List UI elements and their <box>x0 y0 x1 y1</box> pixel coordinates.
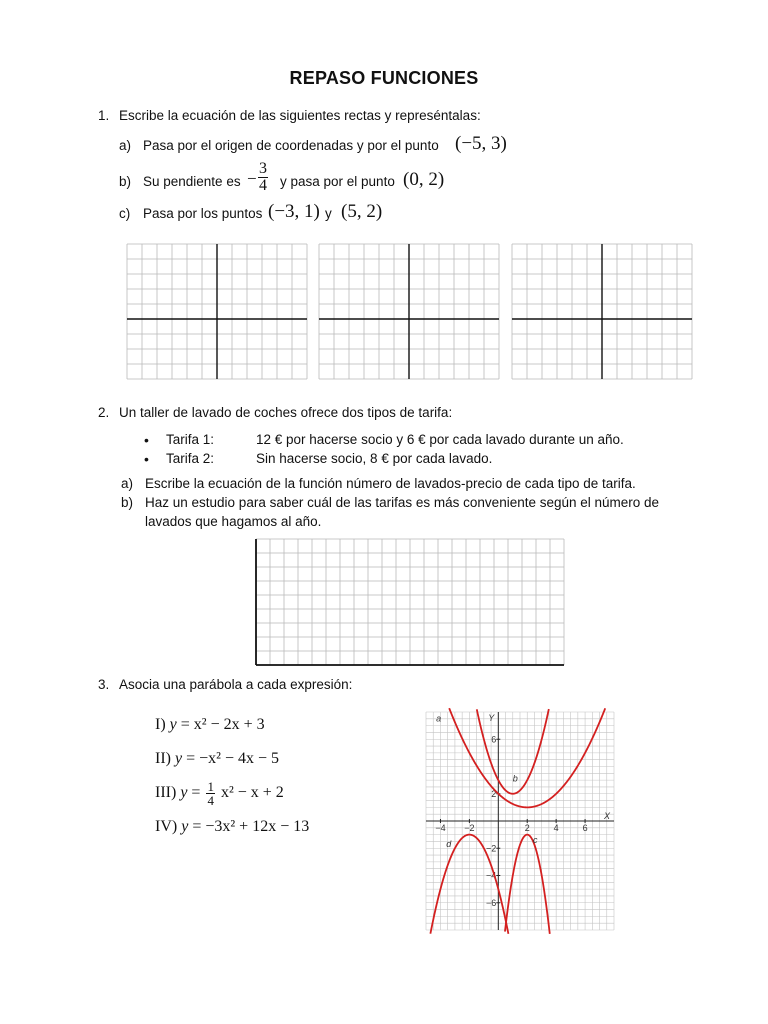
q1-statement: Escribe la ecuación de las siguientes rectas y represéntalas: <box>119 108 481 123</box>
q1b-text-after: y pasa por el punto <box>280 174 395 189</box>
bullet-icon: • <box>144 432 149 448</box>
q1-graph-grid-1[interactable] <box>127 244 307 384</box>
q1a-point: (−5, 3) <box>455 133 507 154</box>
expression-III-label: III) <box>155 784 177 802</box>
y-tick-label: 2 <box>491 788 497 799</box>
expression-II-label: II) <box>155 750 171 767</box>
q3-statement: Asocia una parábola a cada expresión: <box>119 677 353 692</box>
expression-III-fraction <box>206 780 215 807</box>
q1b-point: (0, 2) <box>403 169 445 190</box>
x-tick-label: −2 <box>464 823 475 833</box>
expression-III-lhs: y <box>180 784 188 802</box>
parabola-d-label: d <box>446 838 452 849</box>
expression-I <box>155 716 265 734</box>
q1b-slope-fraction <box>258 161 268 194</box>
x-axis-label: X <box>604 811 611 821</box>
q1b-slope-numerator: 3 <box>259 160 267 177</box>
page-title: REPASO FUNCIONES <box>289 68 479 88</box>
q2b-text-line-2: lavados que hagamos al año. <box>145 514 322 529</box>
q2-graph-grid[interactable] <box>256 539 564 664</box>
expression-II-rhs: = −x² − 4x − 5 <box>186 750 279 767</box>
parabola-chart <box>426 712 614 930</box>
parabola-a-label: a <box>436 713 442 724</box>
q2-statement: Un taller de lavado de coches ofrece dos tipos de tarifa: <box>119 405 453 420</box>
q1c-point-1: (−3, 1) <box>268 201 320 222</box>
q1c-point-2: (5, 2) <box>341 201 383 222</box>
expression-III-eq: = <box>191 784 201 802</box>
q2a-text: Escribe la ecuación de la función número de lavados-precio de cada tipo de tarifa. <box>145 476 636 491</box>
q1a-label: a) <box>119 138 132 153</box>
y-tick-label: −4 <box>486 870 497 881</box>
q1-number: 1. <box>98 108 110 123</box>
bullet-icon: • <box>144 451 149 467</box>
q1a-text: Pasa por el origen de coordenadas y por el punto <box>143 138 439 153</box>
y-tick-label: −6 <box>486 897 497 908</box>
expression-I-label: I) <box>155 716 166 733</box>
q2-number: 2. <box>98 405 110 420</box>
q1b-label: b) <box>119 174 132 189</box>
q1-graph-grid-3[interactable] <box>512 244 692 384</box>
q2a-label: a) <box>121 476 134 491</box>
tarifa-2-label: Tarifa 2: <box>166 451 215 466</box>
expression-I-lhs: y <box>169 716 177 733</box>
expression-IV-lhs: y <box>181 818 189 835</box>
q3-number: 3. <box>98 677 110 692</box>
tarifa-1-label: Tarifa 1: <box>166 432 215 447</box>
tarifa-2-text: Sin hacerse socio, 8 € por cada lavado. <box>256 451 493 466</box>
expression-IV-rhs: = −3x² + 12x − 13 <box>192 818 310 835</box>
y-tick-label: 6 <box>491 734 497 745</box>
expression-II-lhs: y <box>174 750 183 767</box>
parabola-c-label: c <box>533 834 538 845</box>
expression-III-rhs: x² − x + 2 <box>220 784 284 802</box>
x-tick-label: −4 <box>435 823 446 833</box>
q2b-text-line-1: Haz un estudio para saber cuál de las tarifas es más conveniente según el número de <box>145 495 660 510</box>
y-tick-label: −2 <box>486 843 497 854</box>
expression-IV-label: IV) <box>155 818 178 835</box>
expression-II <box>155 750 279 768</box>
q1b-minus-sign: − <box>247 169 257 188</box>
y-axis-label: Y <box>488 713 495 723</box>
x-tick-label: 6 <box>582 823 588 833</box>
expression-III-denominator: 4 <box>207 793 214 808</box>
expression-IV <box>155 818 309 836</box>
expression-I-rhs: = x² − 2x + 3 <box>180 716 265 733</box>
q1b-text-before: Su pendiente es <box>143 174 241 189</box>
q1b-slope-denominator: 4 <box>259 177 267 194</box>
q1c-label: c) <box>119 206 131 221</box>
q1c-conjunction: y <box>325 206 332 221</box>
x-tick-label: 2 <box>524 823 530 833</box>
x-tick-label: 4 <box>553 823 559 833</box>
q2b-label: b) <box>121 495 134 510</box>
q1-graph-grid-2[interactable] <box>319 244 499 384</box>
q1c-text: Pasa por los puntos <box>143 206 263 221</box>
expression-III-numerator: 1 <box>207 779 214 794</box>
parabola-b-label: b <box>512 773 518 784</box>
expression-III <box>155 780 284 807</box>
tarifa-1-text: 12 € por hacerse socio y 6 € por cada lavado durante un año. <box>256 432 624 447</box>
